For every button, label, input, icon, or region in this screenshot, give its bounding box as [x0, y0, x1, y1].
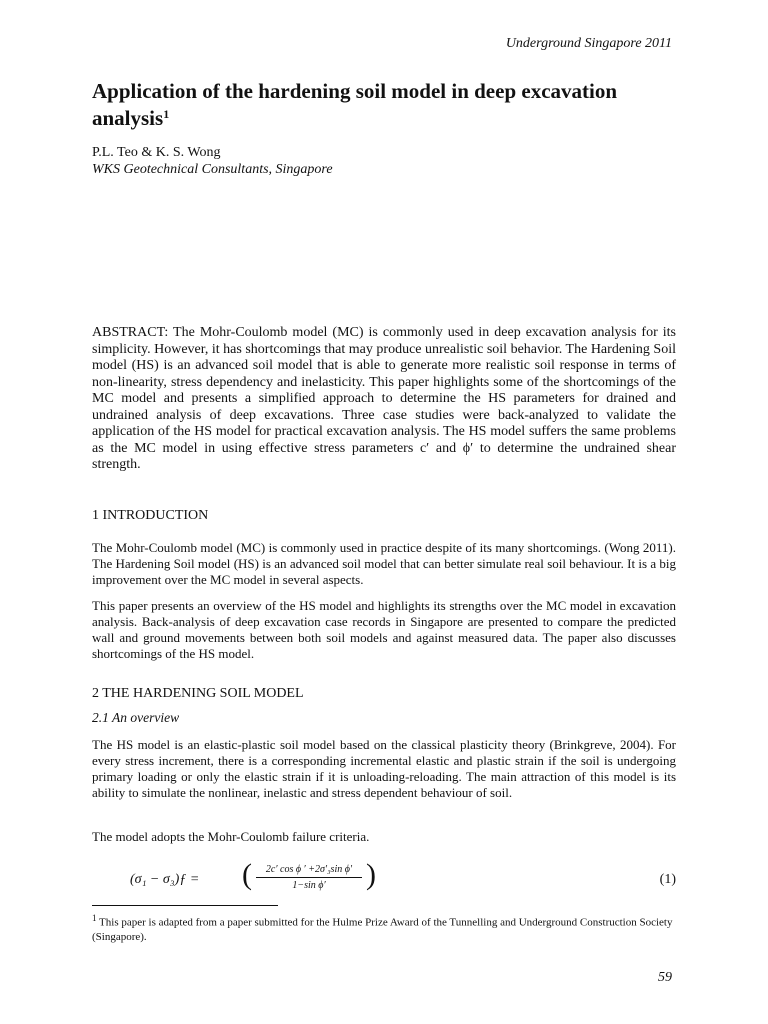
- equation-1: [130, 858, 676, 898]
- overview-paragraph-2: The model adopts the Mohr-Coulomb failure criteria.: [92, 829, 370, 844]
- equation-denominator: 1−sin ϕ′: [292, 880, 326, 891]
- intro-paragraph-1: The Mohr-Coulomb model (MC) is commonly used in practice despite of its many shortcomings. (Wong 2011). The Hardening Soil model (HS) is an advanced soil model that can better simulate real soil behaviour. It is a big improvement over the MC model in several aspects.: [92, 540, 676, 587]
- footnote-mark: 1: [92, 913, 97, 923]
- paper-title-text: Application of the hardening soil model in deep excavation analysis: [92, 79, 618, 130]
- equation-numerator: 2c′ cos ϕ ′ +2σ′₃sin ϕ′: [256, 864, 362, 878]
- abstract: ABSTRACT: The Mohr-Coulomb model (MC) is commonly used in deep excavation analysis for its simplicity. However, it has shortcomings that may produce unrealistic soil behavior. The Hardening Soil model (HS) is an advanced soil model that is able to generate more realistic soil response in terms of non-linearity, stress dependency and inelasticity. This paper highlights some of the shortcomings of the MC model and presents a simplified approach to determine the HS parameters for drained and undrained analysis of deep excavations. Three case studies were back-analyzed to validate the application of the HS model for practical excavation analysis. The HS model suffers the same problems as the MC model in using effective stress parameters c′ and ϕ′ to determine the undrained shear strength.: [92, 325, 676, 472]
- page-number: 59: [658, 970, 672, 985]
- equation-lhs: (σ₁ − σ₃)ƒ =: [130, 872, 200, 887]
- section-heading-hardening-soil-model: 2 THE HARDENING SOIL MODEL: [92, 686, 304, 701]
- equation-fraction: [256, 864, 362, 891]
- section-heading-introduction: 1 INTRODUCTION: [92, 508, 209, 523]
- footnote-divider: [92, 905, 278, 906]
- authors: P.L. Teo & K. S. Wong: [92, 145, 221, 160]
- overview-paragraph-1: The HS model is an elastic-plastic soil model based on the classical plasticity theory (Brinkgreve, 2004). For every stress increment, there is a corresponding incremental elastic and plastic strain if the soil is undergoing primary loading or only the elastic strain if it is unloading-reloading. The main attraction of this model is its ability to simulate the nonlinear, inelastic and stress dependent behaviour of soil.: [92, 737, 676, 800]
- equation-left-paren: (: [242, 858, 252, 891]
- intro-paragraph-2: This paper presents an overview of the HS model and highlights its strengths over the MC model in excavation analysis. Back-analysis of deep excavation case records in Singapore are presented to compare the predicted wall and ground movements between both soil models and against measured data. The paper also discusses shortcomings of the HS model.: [92, 598, 676, 661]
- running-header: Underground Singapore 2011: [505, 36, 672, 51]
- footnote: [92, 911, 676, 944]
- subsection-heading-overview: 2.1 An overview: [92, 710, 180, 725]
- affiliation: WKS Geotechnical Consultants, Singapore: [92, 162, 333, 177]
- footnote-text: This paper is adapted from a paper submitted for the Hulme Prize Award of the Tunnelling and Underground Construction Society (Singapore).: [92, 916, 673, 943]
- equation-right-paren: ): [366, 858, 376, 891]
- paper-title: [92, 78, 682, 132]
- title-footnote-mark: 1: [163, 107, 170, 121]
- equation-number: (1): [659, 872, 676, 887]
